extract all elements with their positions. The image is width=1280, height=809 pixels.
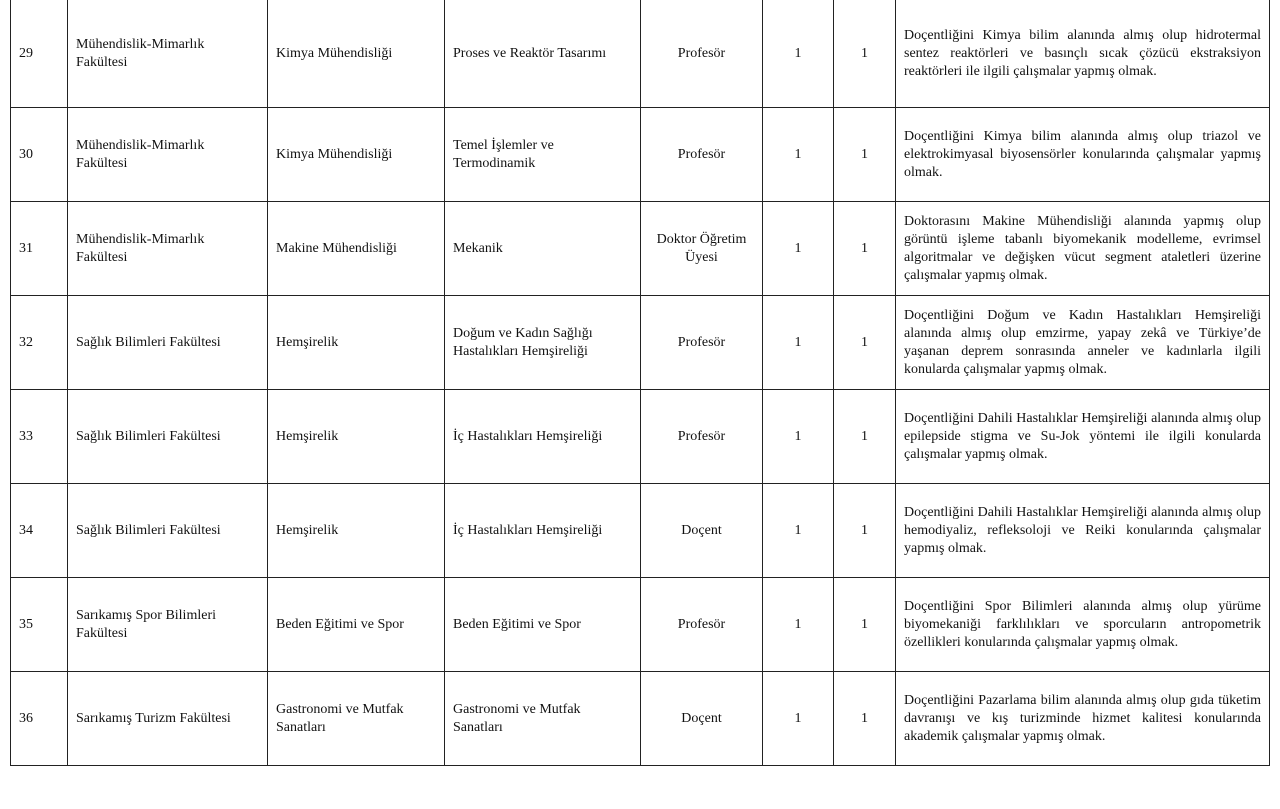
- faculty-cell: Mühendislik-Mimarlık Fakültesi: [68, 202, 268, 296]
- table-row: [11, 296, 1270, 390]
- requirement-cell: Doçentliğini Dahili Hastalıklar Hemşireliği alanında almış olup epilepside stigma ve Su-Jok yöntemi ile ilgili konularda çalışmalar yapmış olmak.: [896, 390, 1270, 484]
- faculty-cell: Mühendislik-Mimarlık Fakültesi: [68, 108, 268, 202]
- document-page: [10, 0, 1269, 766]
- position-number-cell: 36: [11, 672, 68, 766]
- department-cell: Hemşirelik: [268, 484, 445, 578]
- requirement-cell: Doçentliğini Spor Bilimleri alanında almış olup yürüme biyomekaniği farklılıkları ve sporcuların antropometrik özellikleri konularında çalışmalar yapmış olmak.: [896, 578, 1270, 672]
- table-row: [11, 578, 1270, 672]
- faculty-positions-table: [10, 0, 1270, 766]
- academic-title-cell: Profesör: [641, 296, 763, 390]
- faculty-cell: Mühendislik-Mimarlık Fakültesi: [68, 0, 268, 108]
- requirement-cell: Doçentliğini Kimya bilim alanında almış olup hidrotermal sentez reaktörleri ve basınçlı sıcak çözücü ekstraksiyon reaktörleri ile ilgili çalışmalar yapmış olmak.: [896, 0, 1270, 108]
- requirement-cell: Doktorasını Makine Mühendisliği alanında yapmış olup görüntü işleme tabanlı biyomekanik modelleme, evrimsel algoritmalar ve değişken vücut segment ataletleri üzerine çalışmalar yapmış olmak.: [896, 202, 1270, 296]
- faculty-cell: Sarıkamış Spor Bilimleri Fakültesi: [68, 578, 268, 672]
- position-number-cell: 29: [11, 0, 68, 108]
- faculty-cell: Sağlık Bilimleri Fakültesi: [68, 484, 268, 578]
- faculty-cell: Sarıkamış Turizm Fakültesi: [68, 672, 268, 766]
- table-row: [11, 672, 1270, 766]
- position-number-cell: 31: [11, 202, 68, 296]
- position-count-cell: 1: [763, 202, 834, 296]
- requirement-cell: Doçentliğini Kimya bilim alanında almış olup triazol ve elektrokimyasal biyosensörler konularında çalışmalar yapmış olmak.: [896, 108, 1270, 202]
- degree-cell: 1: [834, 672, 896, 766]
- position-count-cell: 1: [763, 0, 834, 108]
- academic-title-cell: Profesör: [641, 0, 763, 108]
- division-cell: Beden Eğitimi ve Spor: [445, 578, 641, 672]
- degree-cell: 1: [834, 108, 896, 202]
- academic-title-cell: Profesör: [641, 390, 763, 484]
- division-cell: Gastronomi ve Mutfak Sanatları: [445, 672, 641, 766]
- table-row: [11, 0, 1270, 108]
- academic-title-cell: Profesör: [641, 108, 763, 202]
- position-number-cell: 32: [11, 296, 68, 390]
- faculty-cell: Sağlık Bilimleri Fakültesi: [68, 296, 268, 390]
- table-row: [11, 484, 1270, 578]
- academic-title-cell: Doçent: [641, 484, 763, 578]
- table-row: [11, 390, 1270, 484]
- degree-cell: 1: [834, 296, 896, 390]
- academic-title-cell: Doçent: [641, 672, 763, 766]
- department-cell: Hemşirelik: [268, 296, 445, 390]
- degree-cell: 1: [834, 390, 896, 484]
- degree-cell: 1: [834, 202, 896, 296]
- department-cell: Hemşirelik: [268, 390, 445, 484]
- table-row: [11, 202, 1270, 296]
- position-number-cell: 33: [11, 390, 68, 484]
- department-cell: Gastronomi ve Mutfak Sanatları: [268, 672, 445, 766]
- academic-title-cell: Doktor Öğretim Üyesi: [641, 202, 763, 296]
- degree-cell: 1: [834, 484, 896, 578]
- position-count-cell: 1: [763, 390, 834, 484]
- position-number-cell: 34: [11, 484, 68, 578]
- table-row: [11, 108, 1270, 202]
- position-count-cell: 1: [763, 672, 834, 766]
- division-cell: Mekanik: [445, 202, 641, 296]
- position-number-cell: 30: [11, 108, 68, 202]
- division-cell: Doğum ve Kadın Sağlığı Hastalıkları Hemşireliği: [445, 296, 641, 390]
- academic-title-cell: Profesör: [641, 578, 763, 672]
- department-cell: Beden Eğitimi ve Spor: [268, 578, 445, 672]
- requirement-cell: Doçentliğini Dahili Hastalıklar Hemşireliği alanında almış olup hemodiyaliz, refleksoloji ve Reiki konularında çalışmalar yapmış olmak.: [896, 484, 1270, 578]
- requirement-cell: Doçentliğini Doğum ve Kadın Hastalıkları Hemşireliği alanında almış olup emzirme, yapay zekâ ve Türkiye’de yaşanan deprem sonrasında anneler ve kadınlarla ilgili konularda çalışmalar yapmış olmak.: [896, 296, 1270, 390]
- department-cell: Kimya Mühendisliği: [268, 0, 445, 108]
- position-count-cell: 1: [763, 484, 834, 578]
- division-cell: İç Hastalıkları Hemşireliği: [445, 390, 641, 484]
- division-cell: Temel İşlemler ve Termodinamik: [445, 108, 641, 202]
- degree-cell: 1: [834, 0, 896, 108]
- position-count-cell: 1: [763, 578, 834, 672]
- requirement-cell: Doçentliğini Pazarlama bilim alanında almış olup gıda tüketim davranışı ve kış turizminde hizmet kalitesi konularında akademik çalışmalar yapmış olmak.: [896, 672, 1270, 766]
- degree-cell: 1: [834, 578, 896, 672]
- department-cell: Kimya Mühendisliği: [268, 108, 445, 202]
- division-cell: İç Hastalıkları Hemşireliği: [445, 484, 641, 578]
- department-cell: Makine Mühendisliği: [268, 202, 445, 296]
- position-number-cell: 35: [11, 578, 68, 672]
- position-count-cell: 1: [763, 296, 834, 390]
- table-body: [11, 0, 1270, 766]
- faculty-cell: Sağlık Bilimleri Fakültesi: [68, 390, 268, 484]
- position-count-cell: 1: [763, 108, 834, 202]
- division-cell: Proses ve Reaktör Tasarımı: [445, 0, 641, 108]
